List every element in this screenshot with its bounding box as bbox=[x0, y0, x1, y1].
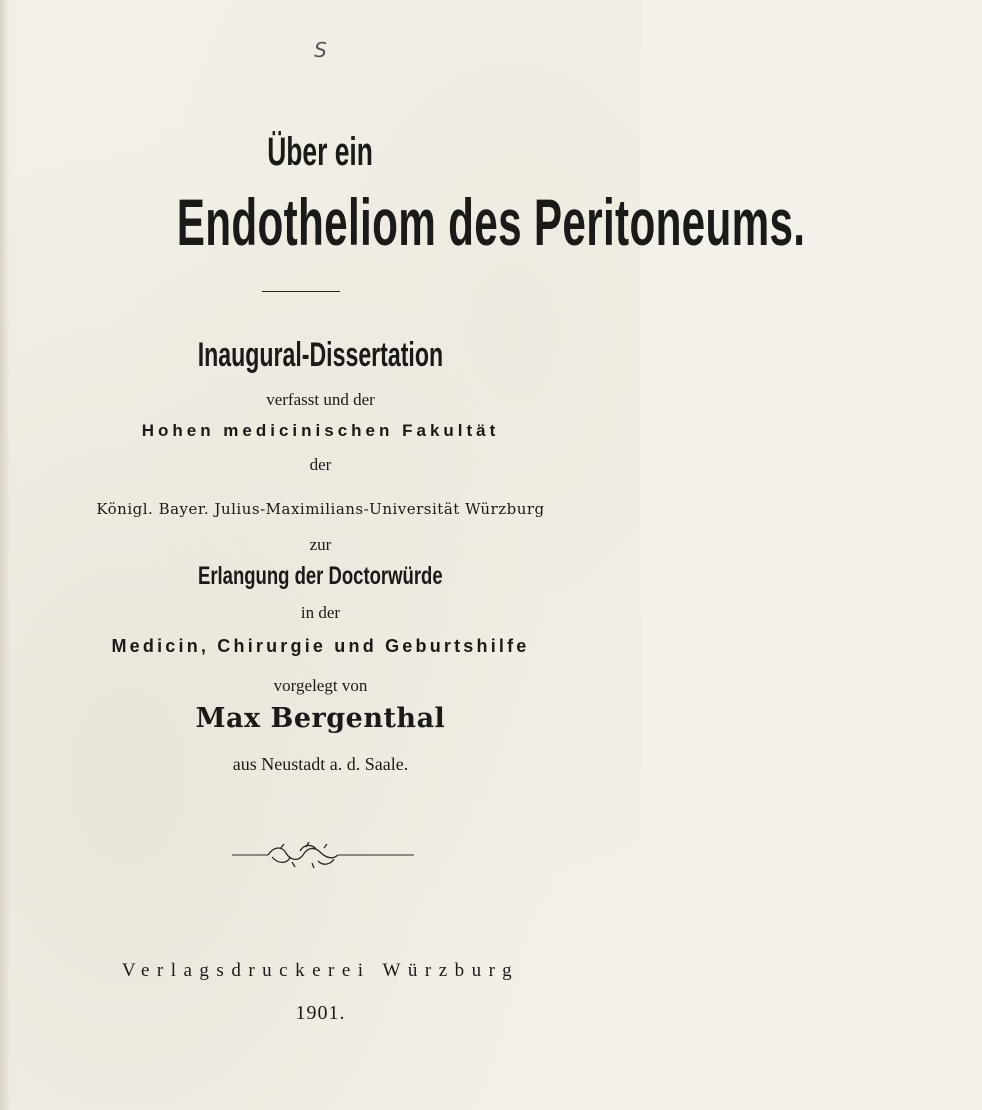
author-name: Max Bergenthal bbox=[195, 703, 446, 734]
fields-line: Medicin, Chirurgie und Geburtshilfe bbox=[111, 636, 530, 656]
vorgelegt-line: vorgelegt von bbox=[273, 676, 368, 695]
subtitle-text: Inaugural-Dissertation bbox=[197, 336, 444, 374]
university-line: Königl. Bayer. Julius-Maximilians-Universität Würzburg bbox=[96, 500, 545, 518]
degree-line bbox=[0, 562, 641, 591]
subtitle bbox=[0, 336, 641, 375]
der-line: der bbox=[309, 455, 332, 474]
ornament-flourish-icon bbox=[268, 842, 338, 868]
zur-line: zur bbox=[309, 535, 332, 554]
ornament-divider bbox=[0, 840, 641, 870]
degree-line-text: Erlangung der Doctorwürde bbox=[198, 562, 443, 590]
verfasst-line: verfasst und der bbox=[266, 390, 375, 409]
title-divider bbox=[262, 291, 340, 292]
corner-mark: S bbox=[314, 38, 327, 62]
title-line-2-text: Endotheliom des Peritoneums. bbox=[176, 185, 806, 259]
title-line-2 bbox=[0, 184, 806, 260]
publisher-line: Verlagsdruckerei Würzburg bbox=[121, 960, 520, 981]
publication-year: 1901. bbox=[295, 1002, 346, 1024]
title-line-1 bbox=[0, 130, 641, 175]
author-origin: aus Neustadt a. d. Saale. bbox=[232, 754, 409, 774]
title-line-1-text: Über ein bbox=[267, 130, 374, 174]
in-der-line: in der bbox=[300, 603, 341, 622]
faculty-line: Hohen medicinischen Fakultät bbox=[141, 421, 500, 440]
